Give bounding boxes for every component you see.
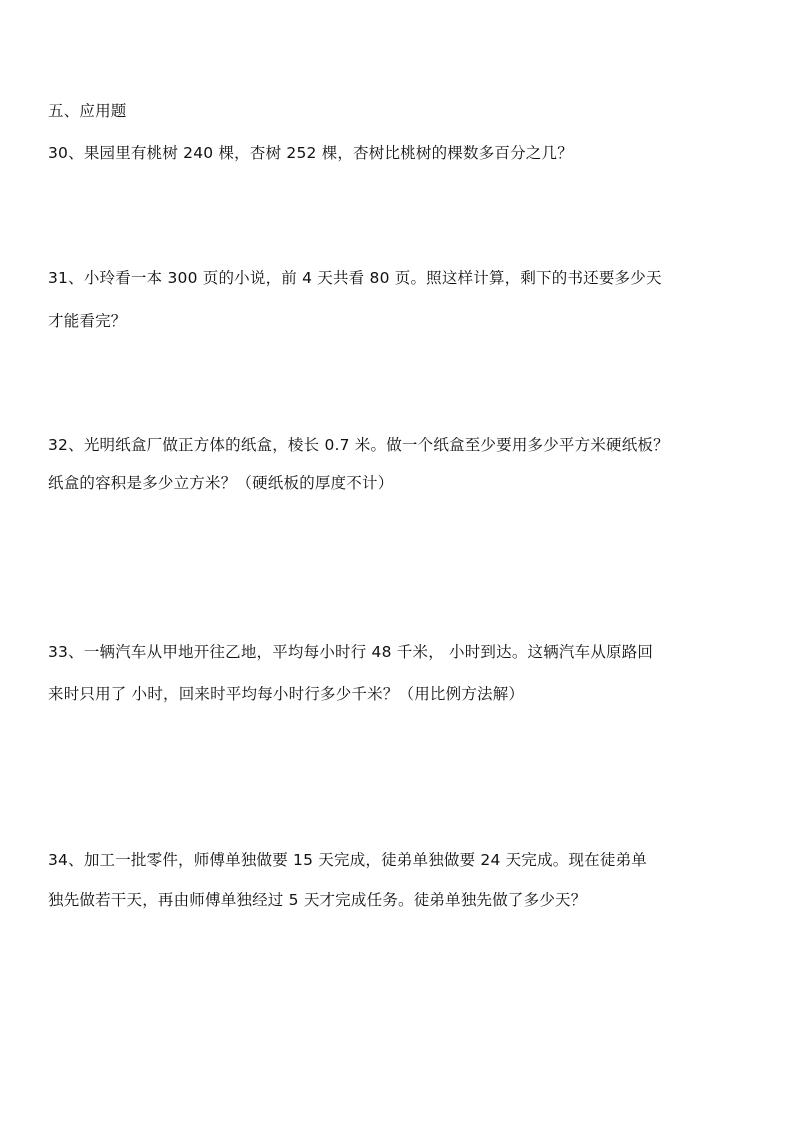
question-31-line-2: 才能看完？: [48, 312, 127, 330]
question-33-line-1: 33、一辆汽车从甲地开往乙地，平均每小时行 48 千米， 小时到达。这辆汽车从原路回: [48, 643, 654, 661]
question-31-line-1: 31、小玲看一本 300 页的小说，前 4 天共看 80 页。照这样计算，剩下的书还要多少天: [48, 269, 662, 287]
question-33-line-2: 来时只用了 小时，回来时平均每小时行多少千米？（用比例方法解）: [48, 685, 525, 703]
question-32-line-2: 纸盒的容积是多少立方米？（硬纸板的厚度不计）: [48, 474, 394, 492]
section-title: 五、应用题: [48, 102, 127, 120]
question-34-line-1: 34、加工一批零件，师傅单独做要 15 天完成，徒弟单独做要 24 天完成。现在徒弟单: [48, 851, 647, 869]
question-32-line-1: 32、光明纸盒厂做正方体的纸盒，棱长 0.7 米。做一个纸盒至少要用多少平方米硬纸板？: [48, 436, 669, 454]
question-30-line-1: 30、果园里有桃树 240 棵，杏树 252 棵，杏树比桃树的棵数多百分之几？: [48, 144, 573, 162]
question-34-line-2: 独先做若干天，再由师傅单独经过 5 天才完成任务。徒弟单独先做了多少天？: [48, 891, 587, 909]
